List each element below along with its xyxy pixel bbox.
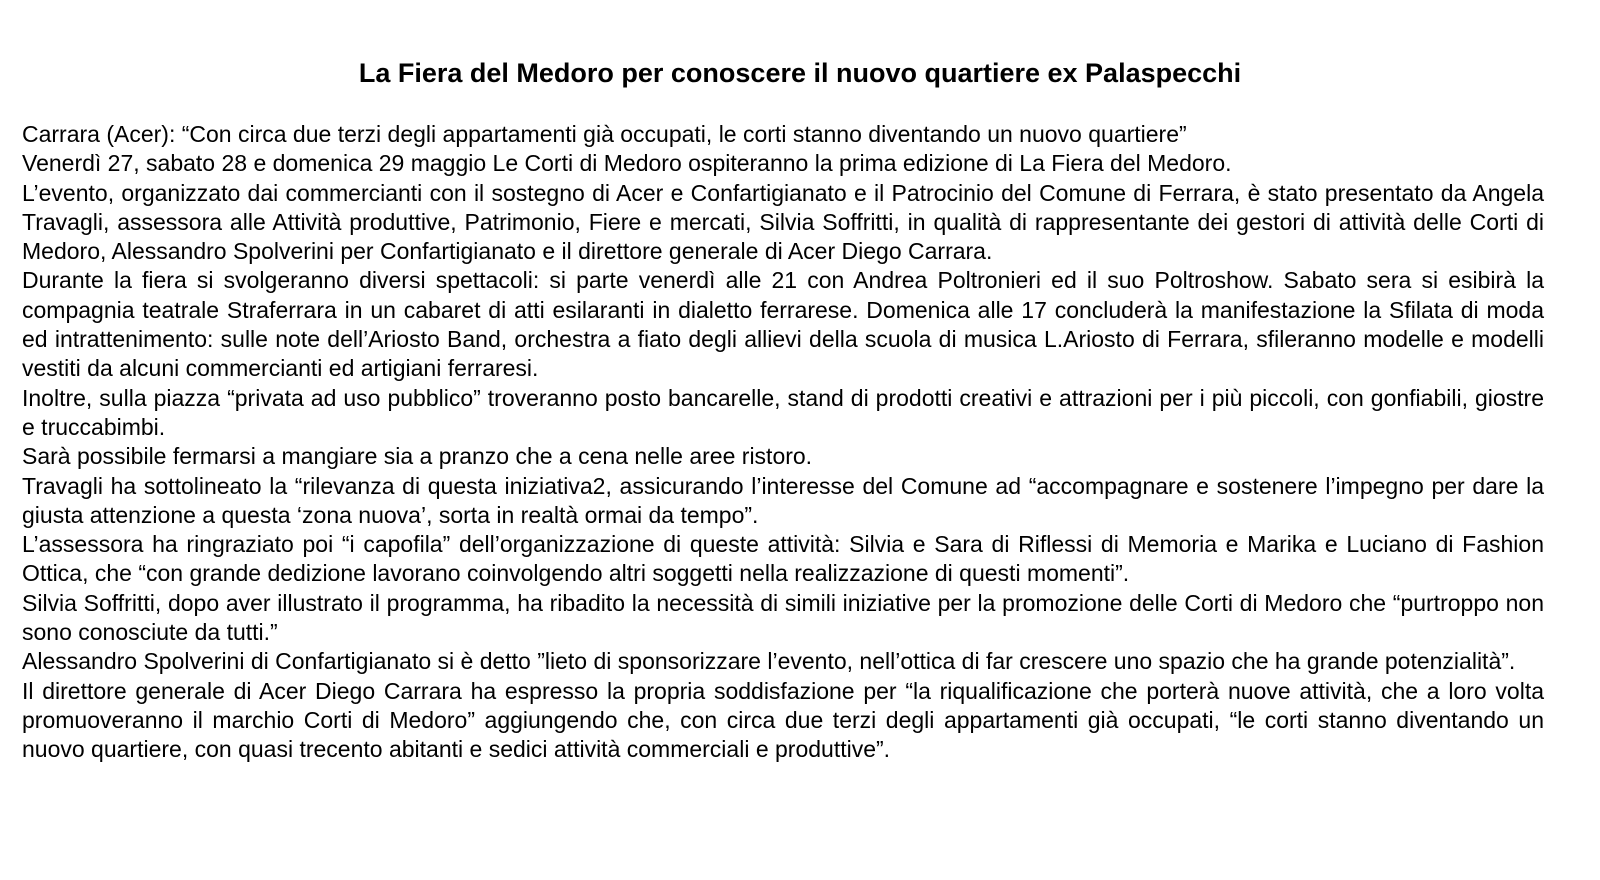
- paragraph-stalls: Inoltre, sulla piazza “privata ad uso pubblico” troveranno posto bancarelle, stand di prodotti creativi e attrazioni per i più piccoli, con gonfiabili, giostre e truccabimbi.: [22, 384, 1544, 440]
- paragraph-event: L’evento, organizzato dai commercianti con il sostegno di Acer e Confartigianato e il Patrocinio del Comune di Ferrara, è stato presentato da Angela Travagli, assessora alle Attività produttive, Patrimonio, Fiere e mercati, Silvia Soffritti, in qualità di rappresentante dei gestori di attività delle Corti di Medoro, Alessandro Spolverini per Confartigianato e il direttore generale di Acer Diego Carrara.: [22, 179, 1544, 265]
- article-body: [22, 120, 1544, 765]
- paragraph-travagli: Travagli ha sottolineato la “rilevanza di questa iniziativa2, assicurando l’interesse del Comune ad “accompagnare e sostenere l’impegno per dare la giusta attenzione a questa ‘zona nuova’, sorta in realtà ormai da tempo”.: [22, 472, 1544, 528]
- paragraph-spolverini: Alessandro Spolverini di Confartigianato si è detto ”lieto di sponsorizzare l’evento, nell’ottica di far crescere uno spazio che ha grande potenzialità”.: [22, 648, 1516, 675]
- paragraph-shows: Durante la fiera si svolgeranno diversi spettacoli: si parte venerdì alle 21 con Andrea Poltronieri ed il suo Poltroshow. Sabato sera si esibirà la compagnia teatrale Straferrara in un cabaret di atti esilaranti in dialetto ferrarese. Domenica alle 17 concluderà la manifestazione la Sfilata di moda ed intrattenimento: sulle note dell’Ariosto Band, orchestra a fiato degli allievi della scuola di musica L.Ariosto di Ferrara, sfileranno modelle e modelli vestiti da alcuni commercianti ed artigiani ferraresi.: [22, 267, 1544, 382]
- article-title: La Fiera del Medoro per conoscere il nuovo quartiere ex Palaspecchi: [358, 58, 1242, 88]
- paragraph-thanks: L’assessora ha ringraziato poi “i capofila” dell’organizzazione di queste attività: Silvia e Sara di Riflessi di Memoria e Marika e Luciano di Fashion Ottica, che “con grande dedizione lavorano coinvolgendo altri soggetti nella realizzazione di questi momenti”.: [22, 531, 1544, 587]
- paragraph-subtitle: Carrara (Acer): “Con circa due terzi degli appartamenti già occupati, le corti stanno diventando un nuovo quartiere”: [22, 121, 1187, 147]
- paragraph-soffritti: Silvia Soffritti, dopo aver illustrato il programma, ha ribadito la necessità di simili iniziative per la promozione delle Corti di Medoro che “purtroppo non sono conosciute da tutti.”: [22, 589, 1544, 646]
- paragraph-dates: Venerdì 27, sabato 28 e domenica 29 maggio Le Corti di Medoro ospiteranno la prima edizione di La Fiera del Medoro.: [22, 150, 1232, 177]
- paragraph-food: Sarà possibile fermarsi a mangiare sia a pranzo che a cena nelle aree ristoro.: [22, 443, 813, 470]
- paragraph-carrara: Il direttore generale di Acer Diego Carrara ha espresso la propria soddisfazione per “la riqualificazione che porterà nuove attività, che a loro volta promuoveranno il marchio Corti di Medoro” aggiungendo che, con circa due terzi degli appartamenti già occupati, “le corti stanno diventando un nuovo quartiere, con quasi trecento abitanti e sedici attività commerciali e produttive”.: [22, 677, 1544, 763]
